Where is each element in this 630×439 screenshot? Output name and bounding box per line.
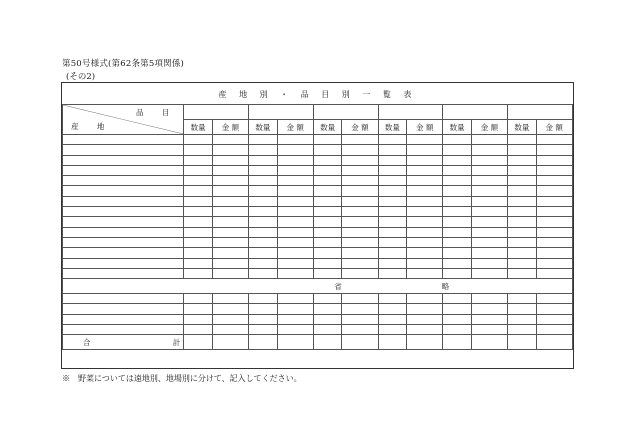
value-cell	[378, 176, 406, 186]
footnote: ※ 野菜については遠地別、地場別に分けて、記入してください。	[62, 374, 302, 383]
quantity-header: 数量	[184, 120, 212, 135]
value-cell	[471, 248, 507, 258]
total-value-cell	[536, 335, 573, 350]
value-cell	[378, 165, 406, 175]
value-cell	[184, 294, 212, 304]
table-row	[63, 196, 573, 206]
value-cell	[508, 237, 536, 247]
value-cell	[212, 217, 248, 227]
value-cell	[313, 227, 341, 237]
value-cell	[536, 207, 573, 217]
value-cell	[407, 155, 443, 165]
value-cell	[313, 294, 341, 304]
table-row	[63, 325, 573, 335]
value-cell	[313, 314, 341, 324]
value-cell	[508, 217, 536, 227]
value-cell	[342, 196, 378, 206]
value-cell	[536, 268, 573, 278]
value-cell	[249, 227, 277, 237]
value-cell	[212, 304, 248, 314]
value-cell	[184, 145, 212, 155]
item-group-header	[184, 105, 249, 120]
corner-item-label: 品 目	[136, 108, 178, 117]
value-cell	[378, 145, 406, 155]
value-cell	[313, 325, 341, 335]
value-cell	[342, 165, 378, 175]
origin-cell	[63, 217, 184, 227]
value-cell	[342, 186, 378, 196]
value-cell	[536, 304, 573, 314]
value-cell	[407, 227, 443, 237]
value-cell	[277, 176, 313, 186]
value-cell	[184, 325, 212, 335]
origin-cell	[63, 268, 184, 278]
value-cell	[378, 196, 406, 206]
corner-origin-label: 産 地	[71, 122, 113, 131]
quantity-header: 数量	[443, 120, 471, 135]
value-cell	[378, 155, 406, 165]
value-cell	[277, 196, 313, 206]
value-cell	[313, 248, 341, 258]
value-cell	[407, 248, 443, 258]
value-cell	[407, 135, 443, 145]
value-cell	[212, 248, 248, 258]
value-cell	[342, 314, 378, 324]
omission-mark-right: 略	[441, 281, 450, 291]
value-cell	[471, 186, 507, 196]
amount-header: 金 額	[536, 120, 573, 135]
total-value-cell	[471, 335, 507, 350]
value-cell	[443, 207, 471, 217]
table-row	[63, 186, 573, 196]
table-row	[63, 227, 573, 237]
value-cell	[249, 165, 277, 175]
amount-header: 金 額	[342, 120, 378, 135]
value-cell	[471, 145, 507, 155]
value-cell	[471, 217, 507, 227]
value-cell	[407, 325, 443, 335]
value-cell	[407, 294, 443, 304]
value-cell	[249, 207, 277, 217]
amount-header: 金 額	[407, 120, 443, 135]
origin-cell	[63, 227, 184, 237]
value-cell	[313, 237, 341, 247]
value-cell	[407, 186, 443, 196]
value-cell	[407, 196, 443, 206]
value-cell	[342, 304, 378, 314]
value-cell	[407, 176, 443, 186]
origin-cell	[63, 304, 184, 314]
value-cell	[536, 314, 573, 324]
table-row	[63, 294, 573, 304]
table-row	[63, 237, 573, 247]
value-cell	[342, 217, 378, 227]
value-cell	[313, 145, 341, 155]
value-cell	[536, 325, 573, 335]
value-cell	[313, 217, 341, 227]
value-cell	[508, 145, 536, 155]
origin-cell	[63, 294, 184, 304]
value-cell	[184, 176, 212, 186]
value-cell	[212, 135, 248, 145]
value-cell	[471, 135, 507, 145]
value-cell	[212, 155, 248, 165]
item-group-header	[508, 105, 573, 120]
value-cell	[342, 237, 378, 247]
value-cell	[212, 314, 248, 324]
value-cell	[443, 325, 471, 335]
table-frame	[61, 82, 574, 369]
value-cell	[536, 165, 573, 175]
value-cell	[536, 237, 573, 247]
value-cell	[313, 268, 341, 278]
value-cell	[184, 237, 212, 247]
table-row	[63, 268, 573, 278]
value-cell	[508, 268, 536, 278]
value-cell	[249, 258, 277, 268]
value-cell	[508, 227, 536, 237]
value-cell	[277, 145, 313, 155]
value-cell	[536, 196, 573, 206]
value-cell	[277, 268, 313, 278]
value-cell	[249, 186, 277, 196]
value-cell	[313, 258, 341, 268]
value-cell	[184, 217, 212, 227]
value-cell	[313, 165, 341, 175]
value-cell	[342, 268, 378, 278]
value-cell	[342, 227, 378, 237]
value-cell	[536, 217, 573, 227]
value-cell	[536, 186, 573, 196]
value-cell	[407, 237, 443, 247]
total-value-cell	[508, 335, 536, 350]
form-number: 第50号様式(第62条第5項関係)	[62, 59, 185, 69]
value-cell	[212, 258, 248, 268]
amount-header: 金 額	[277, 120, 313, 135]
value-cell	[277, 314, 313, 324]
value-cell	[249, 268, 277, 278]
item-group-header	[378, 105, 443, 120]
value-cell	[184, 304, 212, 314]
value-cell	[378, 294, 406, 304]
value-cell	[249, 294, 277, 304]
value-cell	[443, 258, 471, 268]
value-cell	[508, 155, 536, 165]
value-cell	[184, 227, 212, 237]
origin-cell	[63, 176, 184, 186]
total-value-cell	[249, 335, 277, 350]
value-cell	[536, 248, 573, 258]
origin-cell	[63, 248, 184, 258]
value-cell	[277, 155, 313, 165]
value-cell	[471, 196, 507, 206]
value-cell	[443, 237, 471, 247]
value-cell	[378, 325, 406, 335]
value-cell	[277, 207, 313, 217]
total-value-cell	[342, 335, 378, 350]
value-cell	[443, 314, 471, 324]
quantity-header: 数量	[508, 120, 536, 135]
value-cell	[249, 304, 277, 314]
table-row	[63, 248, 573, 258]
total-label-cell	[63, 335, 221, 350]
quantity-header: 数量	[378, 120, 406, 135]
value-cell	[342, 325, 378, 335]
value-cell	[407, 207, 443, 217]
value-cell	[471, 207, 507, 217]
total-value-cell	[443, 335, 471, 350]
summary-table	[62, 104, 573, 350]
value-cell	[313, 155, 341, 165]
value-cell	[378, 186, 406, 196]
value-cell	[184, 196, 212, 206]
value-cell	[443, 155, 471, 165]
value-cell	[508, 325, 536, 335]
value-cell	[536, 227, 573, 237]
value-cell	[471, 176, 507, 186]
value-cell	[378, 304, 406, 314]
value-cell	[378, 237, 406, 247]
value-cell	[342, 248, 378, 258]
value-cell	[536, 145, 573, 155]
value-cell	[536, 135, 573, 145]
origin-cell	[63, 325, 184, 335]
value-cell	[407, 258, 443, 268]
table-row	[63, 304, 573, 314]
form-subtitle: (その2)	[66, 72, 96, 82]
value-cell	[471, 155, 507, 165]
origin-cell	[63, 196, 184, 206]
value-cell	[536, 294, 573, 304]
value-cell	[508, 176, 536, 186]
value-cell	[277, 186, 313, 196]
value-cell	[407, 304, 443, 314]
value-cell	[249, 135, 277, 145]
table-row	[63, 145, 573, 155]
origin-cell	[63, 186, 184, 196]
value-cell	[249, 176, 277, 186]
value-cell	[249, 196, 277, 206]
value-cell	[212, 176, 248, 186]
table-row	[63, 165, 573, 175]
value-cell	[277, 248, 313, 258]
origin-cell	[63, 207, 184, 217]
total-value-cell	[407, 335, 443, 350]
value-cell	[342, 145, 378, 155]
value-cell	[277, 237, 313, 247]
value-cell	[471, 237, 507, 247]
value-cell	[471, 268, 507, 278]
value-cell	[342, 294, 378, 304]
value-cell	[471, 258, 507, 268]
total-row	[63, 335, 573, 350]
value-cell	[378, 135, 406, 145]
value-cell	[184, 207, 212, 217]
total-value-cell	[378, 335, 406, 350]
value-cell	[471, 165, 507, 175]
table-row	[63, 314, 573, 324]
table-row	[63, 217, 573, 227]
value-cell	[184, 155, 212, 165]
value-cell	[443, 135, 471, 145]
value-cell	[443, 186, 471, 196]
value-cell	[249, 314, 277, 324]
value-cell	[212, 165, 248, 175]
value-cell	[508, 314, 536, 324]
value-cell	[212, 268, 248, 278]
value-cell	[184, 165, 212, 175]
value-cell	[313, 176, 341, 186]
value-cell	[443, 217, 471, 227]
value-cell	[342, 207, 378, 217]
table-title: 産 地 別 ・ 品 目 別 一 覧 表	[218, 90, 417, 99]
value-cell	[443, 294, 471, 304]
value-cell	[342, 258, 378, 268]
value-cell	[508, 186, 536, 196]
value-cell	[184, 268, 212, 278]
value-cell	[443, 165, 471, 175]
origin-cell	[63, 237, 184, 247]
value-cell	[277, 304, 313, 314]
value-cell	[407, 217, 443, 227]
omission-row	[63, 279, 573, 294]
value-cell	[508, 165, 536, 175]
value-cell	[407, 314, 443, 324]
value-cell	[378, 314, 406, 324]
value-cell	[342, 155, 378, 165]
value-cell	[342, 135, 378, 145]
item-group-header	[313, 105, 378, 120]
total-value-cell	[277, 335, 313, 350]
value-cell	[508, 258, 536, 268]
origin-cell	[63, 155, 184, 165]
table-row	[63, 155, 573, 165]
value-cell	[471, 294, 507, 304]
value-cell	[407, 268, 443, 278]
value-cell	[536, 258, 573, 268]
quantity-header: 数量	[249, 120, 277, 135]
value-cell	[184, 186, 212, 196]
value-cell	[508, 207, 536, 217]
value-cell	[313, 135, 341, 145]
value-cell	[342, 176, 378, 186]
value-cell	[249, 248, 277, 258]
total-label: 合 計	[83, 337, 221, 347]
table-row	[63, 207, 573, 217]
value-cell	[508, 196, 536, 206]
origin-cell	[63, 165, 184, 175]
value-cell	[471, 325, 507, 335]
item-group-header	[249, 105, 314, 120]
value-cell	[184, 248, 212, 258]
value-cell	[277, 258, 313, 268]
value-cell	[471, 227, 507, 237]
value-cell	[508, 248, 536, 258]
amount-header: 金 額	[471, 120, 507, 135]
value-cell	[212, 237, 248, 247]
value-cell	[443, 145, 471, 155]
value-cell	[212, 325, 248, 335]
value-cell	[212, 186, 248, 196]
value-cell	[212, 196, 248, 206]
value-cell	[277, 135, 313, 145]
omission-mark-left: 省	[334, 281, 342, 291]
value-cell	[212, 227, 248, 237]
value-cell	[212, 145, 248, 155]
value-cell	[508, 135, 536, 145]
value-cell	[378, 258, 406, 268]
value-cell	[249, 237, 277, 247]
value-cell	[508, 304, 536, 314]
origin-cell	[63, 135, 184, 145]
origin-cell	[63, 314, 184, 324]
value-cell	[443, 304, 471, 314]
value-cell	[443, 176, 471, 186]
value-cell	[249, 155, 277, 165]
value-cell	[407, 165, 443, 175]
amount-header: 金 額	[212, 120, 248, 135]
table-row	[63, 176, 573, 186]
value-cell	[378, 227, 406, 237]
value-cell	[378, 207, 406, 217]
value-cell	[443, 196, 471, 206]
value-cell	[184, 314, 212, 324]
quantity-header: 数量	[313, 120, 341, 135]
value-cell	[184, 258, 212, 268]
value-cell	[184, 135, 212, 145]
value-cell	[212, 294, 248, 304]
item-group-header	[443, 105, 508, 120]
value-cell	[378, 217, 406, 227]
value-cell	[249, 217, 277, 227]
value-cell	[378, 248, 406, 258]
value-cell	[536, 176, 573, 186]
value-cell	[536, 155, 573, 165]
value-cell	[471, 314, 507, 324]
value-cell	[277, 165, 313, 175]
total-value-cell	[313, 335, 341, 350]
origin-cell	[63, 145, 184, 155]
value-cell	[249, 325, 277, 335]
value-cell	[443, 248, 471, 258]
value-cell	[313, 304, 341, 314]
table-row	[63, 258, 573, 268]
value-cell	[277, 217, 313, 227]
value-cell	[277, 294, 313, 304]
value-cell	[508, 294, 536, 304]
value-cell	[277, 227, 313, 237]
value-cell	[249, 145, 277, 155]
value-cell	[378, 268, 406, 278]
value-cell	[443, 227, 471, 237]
corner-diagonal-cell	[63, 105, 184, 135]
value-cell	[313, 186, 341, 196]
value-cell	[313, 196, 341, 206]
value-cell	[313, 207, 341, 217]
value-cell	[212, 207, 248, 217]
origin-cell	[63, 258, 184, 268]
value-cell	[407, 145, 443, 155]
value-cell	[443, 268, 471, 278]
table-row	[63, 135, 573, 145]
value-cell	[277, 325, 313, 335]
value-cell	[471, 304, 507, 314]
